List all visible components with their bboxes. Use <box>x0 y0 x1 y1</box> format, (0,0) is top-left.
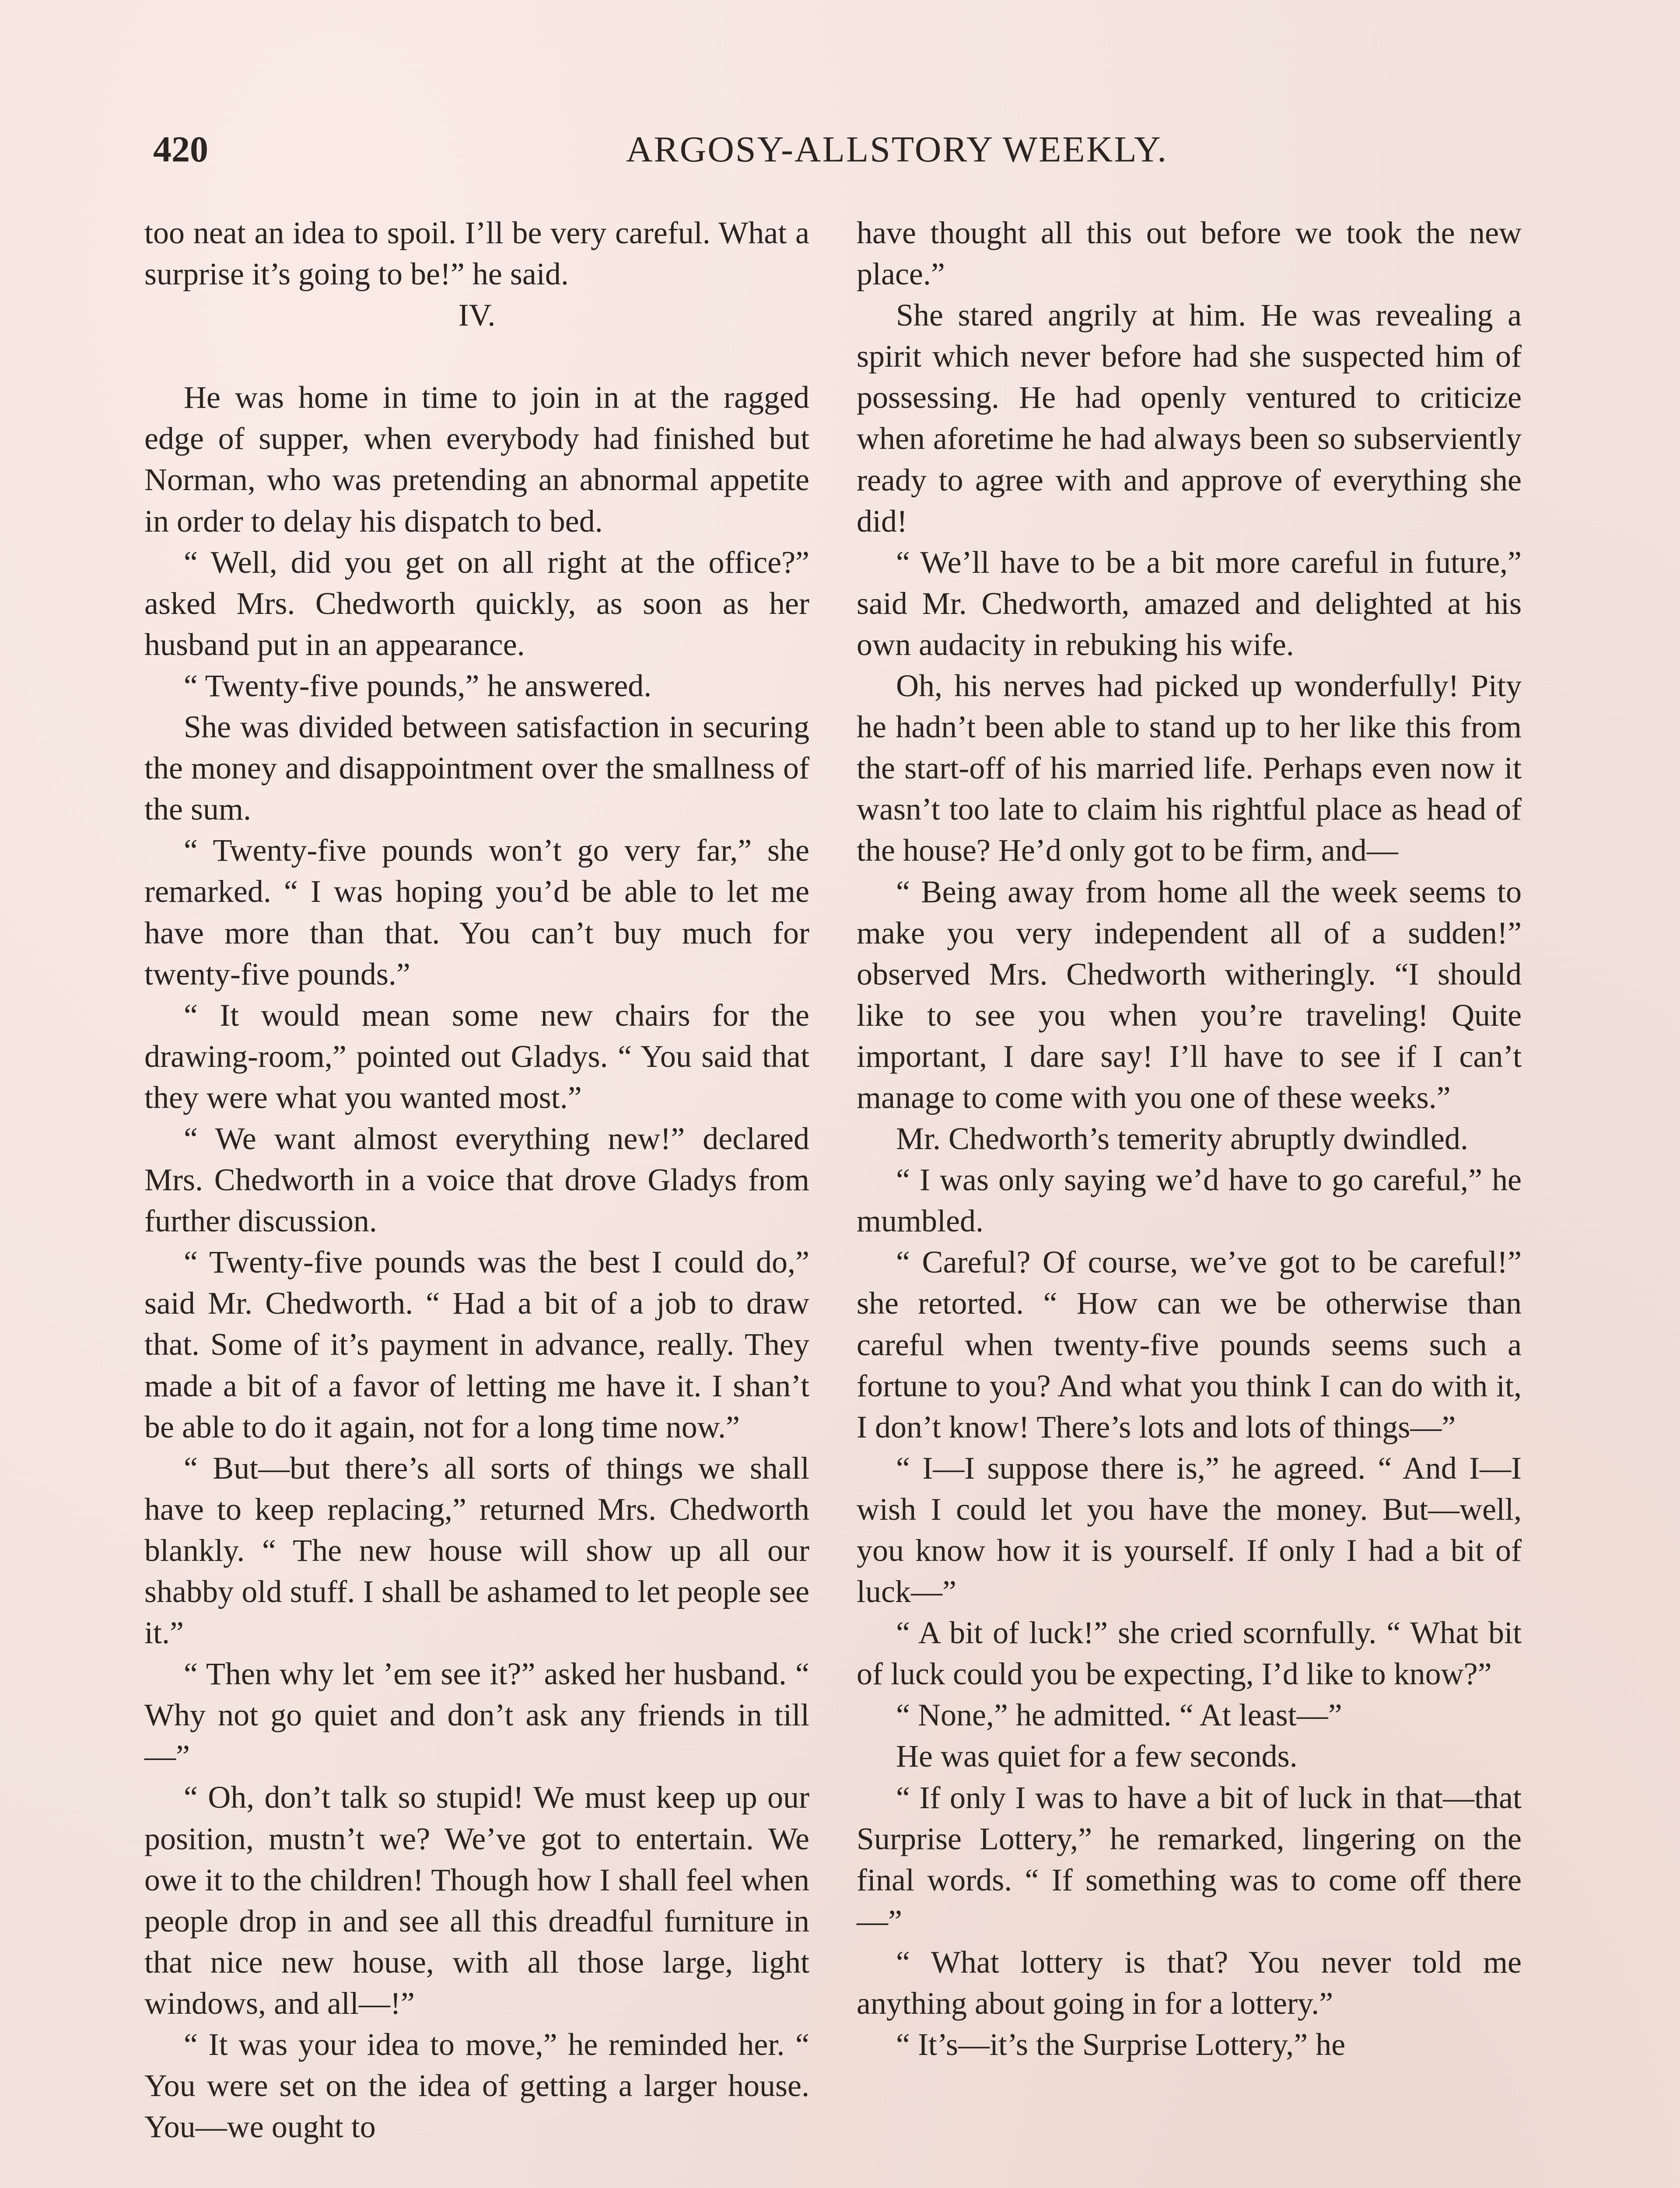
paragraph: “ We want almost everything new!” declared Mrs. Chedworth in a voice that drove Gladys from further discussion. <box>144 1121 809 1239</box>
paragraph: “ But—but there’s all sorts of things we shall have to keep replacing,” returned Mrs. Chedworth blankly. “ The new house will show up all our shabby old stuff. I shall be ashamed to let people see it.” <box>144 1450 809 1651</box>
paragraph: “ Twenty-five pounds was the best I could do,” said Mr. Chedworth. “ Had a bit of a job to draw that. Some of it’s payment in advance, really. They made a bit of a favor of letting me have it. I shan’t be able to do it again, not for a long time now.” <box>144 1245 809 1445</box>
paragraph: “ Twenty-five pounds won’t go very far,” she remarked. “ I was hoping you’d be able to let me have more than that. You can’t buy much for twenty-five pounds.” <box>144 833 809 992</box>
paragraph: “ Well, did you get on all right at the office?” asked Mrs. Chedworth quickly, as soon as her husband put in an appearance. <box>144 544 809 662</box>
paragraph: “ I was only saying we’d have to go careful,” he mumbled. <box>857 1162 1522 1239</box>
paragraph: She was divided between satisfaction in securing the money and disappointment over the smallness of the sum. <box>144 709 809 827</box>
right-column <box>857 212 1522 2065</box>
paragraph: “ It was your idea to move,” he reminded her. “ You were set on the idea of getting a larger house. You—we ought to <box>144 2027 809 2145</box>
paragraph: “ I—I suppose there is,” he agreed. “ And I—I wish I could let you have the money. But—well, you know how it is yourself. If only I had a bit of luck—” <box>857 1450 1522 1609</box>
paragraph: “ What lottery is that? You never told me anything about going in for a lottery.” <box>857 1944 1522 2021</box>
paragraph: “ Then why let ’em see it?” asked her husband. “ Why not go quiet and don’t ask any friends in till—” <box>144 1656 809 1774</box>
paragraph: He was quiet for a few seconds. <box>896 1739 1298 1774</box>
left-column <box>144 212 809 2147</box>
paragraph: “ A bit of luck!” she cried scornfully. “ What bit of luck could you be expecting, I’d like to know?” <box>857 1615 1522 1692</box>
paragraph: “ Being away from home all the week seems to make you very independent all of a sudden!” observed Mrs. Chedworth witheringly. “I should like to see you when you’re traveling! Quite important, I dare say! I’ll have to see if I can’t manage to come with you one of these weeks.” <box>857 874 1522 1115</box>
paragraph: “ If only I was to have a bit of luck in that—that Surprise Lottery,” he remarked, lingering on the final words. “ If something was to come off there—” <box>857 1780 1522 1939</box>
paragraph: He was home in time to join in at the ragged edge of supper, when everybody had finished but Norman, who was pretending an abnormal appetite in order to delay his dispatch to bed. <box>144 380 809 539</box>
section-heading: IV. <box>458 298 496 333</box>
page-number: 420 <box>153 129 208 170</box>
running-title: ARGOSY-ALLSTORY WEEKLY. <box>626 129 1168 170</box>
paragraph: “ Twenty-five pounds,” he answered. <box>184 668 652 703</box>
paragraph: too neat an idea to spoil. I’ll be very careful. What a surprise it’s going to be!” he said. <box>144 215 809 292</box>
paragraph: “ It’s—it’s the Surprise Lottery,” he <box>896 2027 1346 2062</box>
paragraph: Mr. Chedworth’s temerity abruptly dwindled. <box>896 1121 1468 1157</box>
paragraph: “ Oh, don’t talk so stupid! We must keep up our position, mustn’t we? We’ve got to entertain. We owe it to the children! Though how I shall feel when people drop in and see all this dreadful furniture in that nice new house, with all those large, light windows, and all—!” <box>144 1780 809 2021</box>
paragraph: have thought all this out before we took the new place.” <box>857 215 1522 292</box>
paragraph: She stared angrily at him. He was revealing a spirit which never before had she suspected him of possessing. He had openly ventured to criticize when aforetime he had always been so subserviently ready to agree with and approve of everything she did! <box>857 298 1522 539</box>
paragraph: “ None,” he admitted. “ At least—” <box>896 1697 1342 1733</box>
paragraph: “ It would mean some new chairs for the drawing-room,” pointed out Gladys. “ You said that they were what you wanted most.” <box>144 997 809 1115</box>
paragraph: “ Careful? Of course, we’ve got to be careful!” she retorted. “ How can we be otherwise than careful when twenty-five pounds seems such a fortune to you? And what you think I can do with it, I don’t know! There’s lots and lots of things—” <box>857 1245 1522 1445</box>
paragraph: Oh, his nerves had picked up wonderfully! Pity he hadn’t been able to stand up to her like this from the start-off of his married life. Perhaps even now it wasn’t too late to claim his rightful place as head of the house? He’d only got to be firm, and— <box>857 668 1522 868</box>
paragraph: “ We’ll have to be a bit more careful in future,” said Mr. Chedworth, amazed and delighted at his own audacity in rebuking his wife. <box>857 544 1522 662</box>
